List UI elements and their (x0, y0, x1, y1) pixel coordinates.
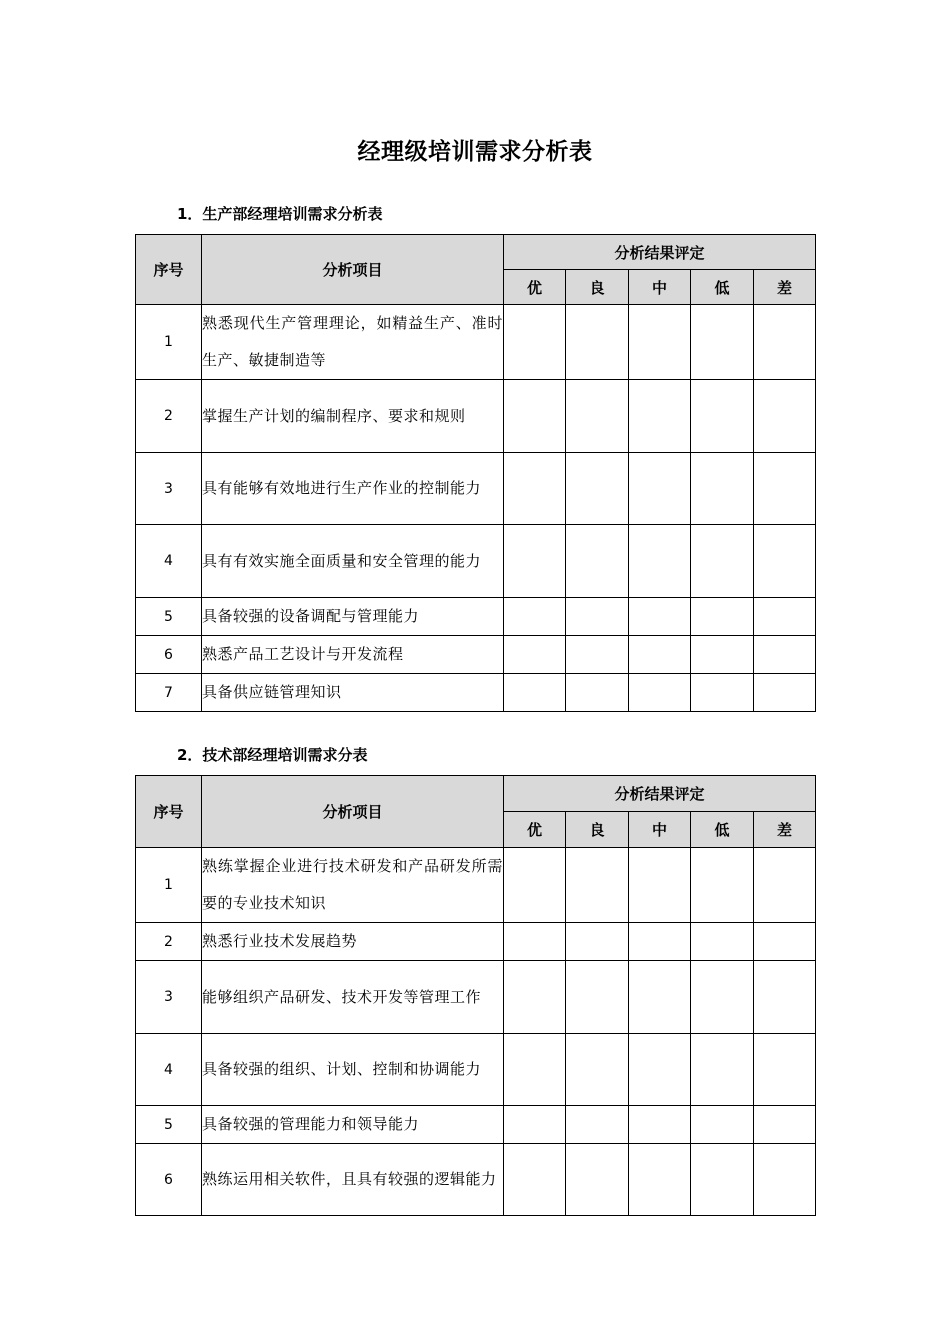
rating-cell-excellent[interactable] (504, 305, 566, 380)
row-number: 3 (136, 453, 202, 525)
rating-cell-excellent[interactable] (504, 923, 566, 961)
rating-cell-excellent[interactable] (504, 525, 566, 598)
header-grade: 优 (504, 270, 566, 305)
page-title: 经理级培训需求分析表 (357, 139, 593, 165)
rating-cell-low[interactable] (691, 525, 754, 598)
row-number: 5 (136, 1106, 202, 1144)
row-number: 6 (136, 636, 202, 674)
rating-cell-medium[interactable] (629, 636, 691, 674)
header-seq: 序号 (136, 235, 202, 305)
row-item (202, 525, 504, 598)
rating-cell-poor[interactable] (754, 1034, 816, 1106)
rating-cell-medium[interactable] (629, 848, 691, 923)
rating-cell-good[interactable] (566, 636, 629, 674)
rating-cell-medium[interactable] (629, 305, 691, 380)
row-item-text: 熟悉现代生产管理理论，如精益生产、准时生产、敏捷制造等 (202, 314, 503, 369)
table-row (136, 923, 816, 961)
rating-cell-low[interactable] (691, 1106, 754, 1144)
rating-cell-low[interactable] (691, 305, 754, 380)
header-grade: 优 (504, 812, 566, 848)
section-title-technical: 2．技术部经理培训需求分表 (177, 746, 368, 764)
rating-cell-excellent[interactable] (504, 1144, 566, 1216)
table-row (136, 453, 816, 525)
row-item (202, 1144, 504, 1216)
header-grade: 中 (629, 812, 691, 848)
rating-cell-low[interactable] (691, 598, 754, 636)
row-number: 3 (136, 961, 202, 1034)
technical-needs-table (135, 775, 816, 1216)
row-number: 4 (136, 525, 202, 598)
row-item (202, 598, 504, 636)
rating-cell-good[interactable] (566, 1034, 629, 1106)
row-number: 2 (136, 380, 202, 453)
rating-cell-good[interactable] (566, 923, 629, 961)
row-item (202, 453, 504, 525)
row-item (202, 961, 504, 1034)
table-row (136, 674, 816, 712)
rating-cell-good[interactable] (566, 305, 629, 380)
rating-cell-poor[interactable] (754, 923, 816, 961)
rating-cell-poor[interactable] (754, 453, 816, 525)
header-grade: 低 (691, 270, 754, 305)
rating-cell-good[interactable] (566, 961, 629, 1034)
rating-cell-poor[interactable] (754, 380, 816, 453)
rating-cell-medium[interactable] (629, 961, 691, 1034)
row-item (202, 1034, 504, 1106)
row-number: 2 (136, 923, 202, 961)
header-result: 分析结果评定 (504, 235, 816, 270)
row-item (202, 380, 504, 453)
rating-cell-excellent[interactable] (504, 453, 566, 525)
header-grade: 差 (754, 270, 816, 305)
rating-cell-good[interactable] (566, 525, 629, 598)
header-grade: 良 (566, 812, 629, 848)
row-item-text: 具有有效实施全面质量和安全管理的能力 (202, 551, 482, 570)
rating-cell-low[interactable] (691, 380, 754, 453)
header-seq: 序号 (136, 776, 202, 848)
table-row (136, 636, 816, 674)
rating-cell-medium[interactable] (629, 380, 691, 453)
rating-cell-low[interactable] (691, 1144, 754, 1216)
rating-cell-low[interactable] (691, 1034, 754, 1106)
header-item: 分析项目 (202, 776, 504, 848)
rating-cell-poor[interactable] (754, 525, 816, 598)
row-item-text: 熟悉行业技术发展趋势 (202, 932, 358, 950)
header-grade: 良 (566, 270, 629, 305)
rating-cell-excellent[interactable] (504, 636, 566, 674)
rating-cell-medium[interactable] (629, 923, 691, 961)
row-number: 5 (136, 598, 202, 636)
row-item-text: 熟悉产品工艺设计与开发流程 (202, 645, 404, 663)
header-result: 分析结果评定 (504, 776, 816, 812)
rating-cell-excellent[interactable] (504, 1034, 566, 1106)
rating-cell-good[interactable] (566, 1106, 629, 1144)
rating-cell-low[interactable] (691, 923, 754, 961)
rating-cell-medium[interactable] (629, 598, 691, 636)
rating-cell-good[interactable] (566, 453, 629, 525)
row-item-text: 具备较强的设备调配与管理能力 (202, 607, 420, 625)
header-grade: 中 (629, 270, 691, 305)
rating-cell-medium[interactable] (629, 525, 691, 598)
table-row (136, 1106, 816, 1144)
row-item (202, 923, 504, 961)
row-number: 6 (136, 1144, 202, 1216)
rating-cell-good[interactable] (566, 674, 629, 712)
rating-cell-excellent[interactable] (504, 1106, 566, 1144)
row-item (202, 305, 504, 380)
rating-cell-good[interactable] (566, 848, 629, 923)
rating-cell-low[interactable] (691, 453, 754, 525)
rating-cell-poor[interactable] (754, 305, 816, 380)
rating-cell-excellent[interactable] (504, 961, 566, 1034)
rating-cell-excellent[interactable] (504, 380, 566, 453)
rating-cell-low[interactable] (691, 636, 754, 674)
header-grade: 差 (754, 812, 816, 848)
table-row (136, 305, 816, 380)
rating-cell-low[interactable] (691, 674, 754, 712)
table-row (136, 848, 816, 923)
rating-cell-medium[interactable] (629, 674, 691, 712)
row-item-text: 掌握生产计划的编制程序、要求和规则 (202, 406, 466, 425)
row-item-text: 具备供应链管理知识 (202, 683, 342, 701)
rating-cell-excellent[interactable] (504, 598, 566, 636)
table-row (136, 1144, 816, 1216)
row-item-text: 具有能够有效地进行生产作业的控制能力 (202, 479, 482, 497)
table-row (136, 961, 816, 1034)
rating-cell-poor[interactable] (754, 1144, 816, 1216)
row-number: 1 (136, 848, 202, 923)
table-row (136, 380, 816, 453)
table-row (136, 525, 816, 598)
rating-cell-excellent[interactable] (504, 674, 566, 712)
row-item (202, 1106, 504, 1144)
row-item (202, 636, 504, 674)
header-grade: 低 (691, 812, 754, 848)
row-item-text: 能够组织产品研发、技术开发等管理工作 (202, 987, 482, 1006)
row-item-text: 熟练掌握企业进行技术研发和产品研发所需要的专业技术知识 (202, 857, 503, 912)
rating-cell-good[interactable] (566, 598, 629, 636)
rating-cell-good[interactable] (566, 1144, 629, 1216)
rating-cell-poor[interactable] (754, 961, 816, 1034)
table-row (136, 598, 816, 636)
rating-cell-poor[interactable] (754, 636, 816, 674)
rating-cell-medium[interactable] (629, 1106, 691, 1144)
rating-cell-poor[interactable] (754, 1106, 816, 1144)
row-item-text: 熟练运用相关软件，且具有较强的逻辑能力 (202, 1170, 497, 1188)
header-item: 分析项目 (202, 235, 504, 305)
rating-cell-poor[interactable] (754, 674, 816, 712)
row-item-text: 具备较强的组织、计划、控制和协调能力 (202, 1060, 482, 1078)
rating-cell-medium[interactable] (629, 1144, 691, 1216)
row-number: 4 (136, 1034, 202, 1106)
rating-cell-poor[interactable] (754, 598, 816, 636)
row-item (202, 674, 504, 712)
row-item-text: 具备较强的管理能力和领导能力 (202, 1115, 420, 1133)
table-row (136, 1034, 816, 1106)
rating-cell-poor[interactable] (754, 848, 816, 923)
row-number: 7 (136, 674, 202, 712)
rating-cell-medium[interactable] (629, 1034, 691, 1106)
row-number: 1 (136, 305, 202, 380)
rating-cell-medium[interactable] (629, 453, 691, 525)
rating-cell-low[interactable] (691, 848, 754, 923)
section-title-production: 1．生产部经理培训需求分析表 (177, 205, 383, 223)
rating-cell-good[interactable] (566, 380, 629, 453)
rating-cell-excellent[interactable] (504, 848, 566, 923)
row-item (202, 848, 504, 923)
production-needs-table (135, 234, 816, 712)
rating-cell-low[interactable] (691, 961, 754, 1034)
